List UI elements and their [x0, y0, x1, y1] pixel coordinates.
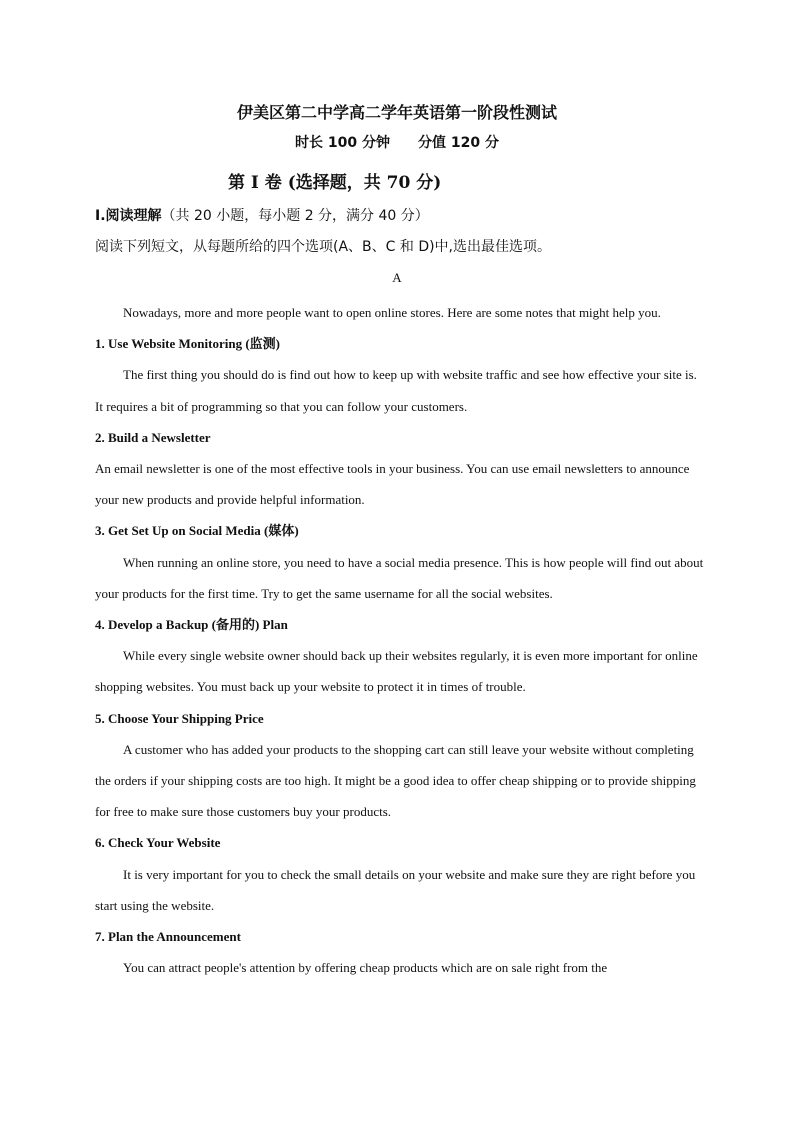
section-instruction: 阅读下列短文，从每题所给的四个选项(A、B、C 和 D)中,选出最佳选项。	[95, 239, 552, 255]
exam-duration: 时长 100 分钟	[295, 135, 390, 151]
item-heading: 7. Plan the Announcement	[95, 929, 241, 945]
item-text: A customer who has added your products to the shopping cart can still leave your website without completing the orders if your shipping costs are too high. It might be a good idea to offer cheap shipping or to provide shipping for free to make sure those customers buy your products.	[95, 741, 696, 820]
item-heading: 5. Choose Your Shipping Price	[95, 710, 264, 726]
exam-score: 分值 120 分	[418, 135, 499, 151]
exam-meta	[0, 132, 794, 152]
section-detail: （共 20 小题，每小题 2 分，满分 40 分）	[161, 208, 429, 224]
section-label: I.阅读理解	[95, 208, 162, 224]
item-heading: 4. Develop a Backup (备用的) Plan	[95, 617, 288, 633]
passage-intro: Nowadays, more and more people want to open online stores. Here are some notes that might help you.	[123, 305, 661, 320]
item-text: It is very important for you to check the small details on your website and make sure they are right before you start using the website.	[95, 866, 696, 913]
exam-title: 伊美区第二中学高二学年英语第一阶段性测试	[236, 103, 557, 122]
item-text: While every single website owner should back up their websites regularly, it is even more important for online shopping websites. You must back up your website to protect it in times of trouble.	[95, 648, 698, 695]
item-heading: 2. Build a Newsletter	[95, 429, 211, 445]
passage-body	[95, 297, 705, 983]
item-text: The first thing you should do is find out how to keep up with website traffic and see how effective your site is. It requires a bit of programming so that you can follow your customers.	[95, 367, 697, 414]
item-heading: 6. Check Your Website	[95, 835, 221, 851]
item-heading: 1. Use Website Monitoring (监测)	[95, 336, 280, 352]
section-heading	[95, 205, 429, 225]
item-text: You can attract people's attention by offering cheap products which are on sale right from the	[123, 960, 608, 976]
part-heading: 第 I 卷 (选择题，共 70 分)	[228, 173, 442, 193]
item-heading: 3. Get Set Up on Social Media (媒体)	[95, 523, 299, 539]
passage-letter: A	[392, 270, 402, 285]
item-text: When running an online store, you need to have a social media presence. This is how people will find out about your products for the first time. Try to get the same username for all the social websites.	[95, 554, 704, 601]
item-text: An email newsletter is one of the most effective tools in your business. You can use email newsletters to announce your new products and provide helpful information.	[95, 461, 690, 508]
